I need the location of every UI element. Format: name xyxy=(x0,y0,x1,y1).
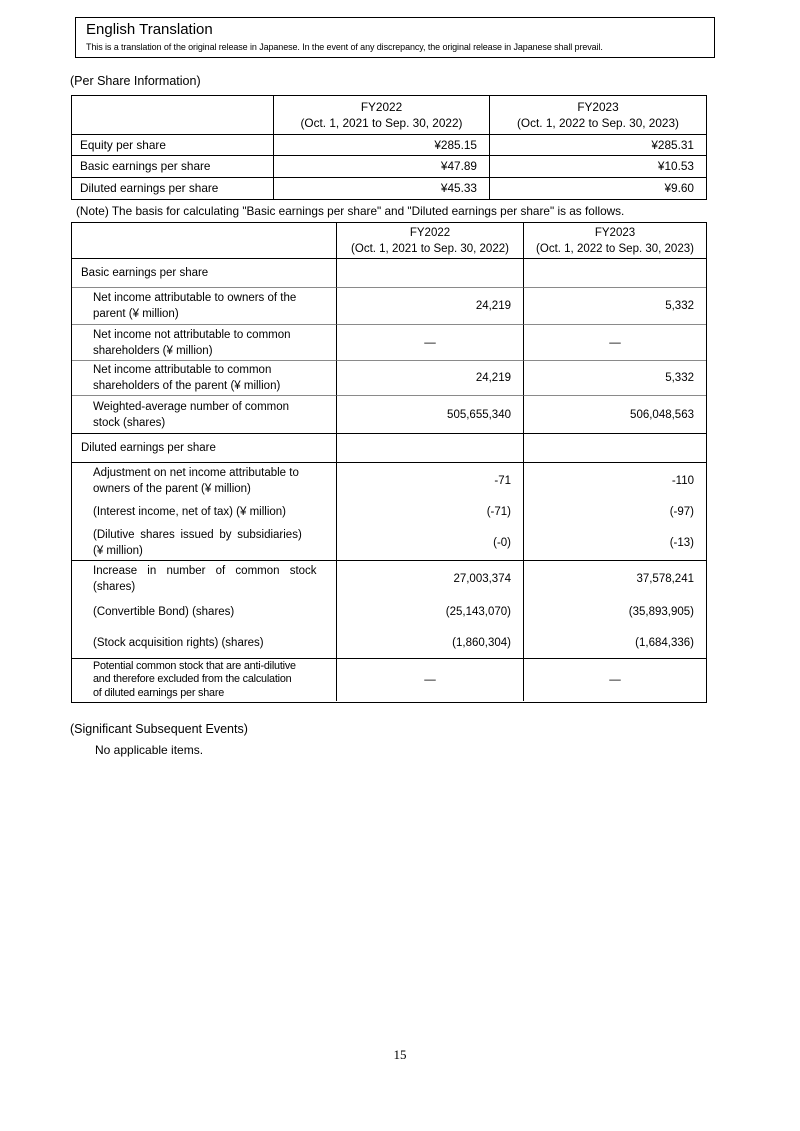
row-value-fy2023: — xyxy=(523,658,706,701)
row-value-fy2023: 506,048,563 xyxy=(523,395,706,433)
fy2022-period: (Oct. 1, 2021 to Sep. 30, 2022) xyxy=(300,116,463,130)
row-value-fy2023: ¥10.53 xyxy=(489,155,706,176)
translation-subtitle: This is a translation of the original release in Japanese. In the event of any discrepancy, the original release in Japanese shall prevail. xyxy=(86,42,603,52)
table-row xyxy=(72,627,706,658)
row-value-fy2023: 37,578,241 xyxy=(523,560,706,596)
row-value-fy2022: -71 xyxy=(336,462,523,498)
calculation-note: (Note) The basis for calculating "Basic earnings per share" and "Diluted earnings per share" is as follows. xyxy=(76,204,625,218)
table-row xyxy=(72,462,706,498)
row-value-fy2022: ¥285.15 xyxy=(273,134,489,155)
table-row xyxy=(72,498,706,525)
fy2023-period: (Oct. 1, 2022 to Sep. 30, 2023) xyxy=(517,116,679,130)
row-label: Net income attributable to common shareholders of the parent (¥ million) xyxy=(72,360,336,395)
row-label: (Interest income, net of tax) (¥ million) xyxy=(93,505,287,518)
fy2023-year: FY2023 xyxy=(594,226,636,239)
fy2022-period: (Oct. 1, 2021 to Sep. 30, 2022) xyxy=(351,242,509,255)
row-value-fy2022: (-71) xyxy=(336,498,523,525)
row-value-fy2022: (-0) xyxy=(336,525,523,560)
translation-title: English Translation xyxy=(86,21,213,38)
row-label: Basic earnings per share xyxy=(72,155,273,176)
row-value-fy2023: ¥285.31 xyxy=(489,134,706,155)
row-value-fy2022: 505,655,340 xyxy=(336,395,523,433)
row-label: Potential common stock that are anti-dilutive and therefore excluded from the calculation of diluted earnings per share xyxy=(72,658,336,701)
row-value-fy2022: 24,219 xyxy=(336,287,523,324)
row-value-fy2022: 27,003,374 xyxy=(336,560,523,596)
row-value-fy2023: (-13) xyxy=(523,525,706,560)
table-row xyxy=(72,525,706,560)
per-share-table xyxy=(71,95,707,200)
row-value-fy2022: (1,860,304) xyxy=(336,627,523,658)
basis-of-calculation-table xyxy=(71,222,707,703)
row-label: Net income not attributable to common shareholders (¥ million) xyxy=(72,324,336,360)
table-row-anti-dilutive xyxy=(72,658,706,701)
row-value-fy2023: (-97) xyxy=(523,498,706,525)
header-empty-cell xyxy=(72,223,336,258)
section-row-basic-eps xyxy=(72,258,706,287)
table-row xyxy=(72,177,706,199)
section-label: Diluted earnings per share xyxy=(72,433,336,462)
row-value-fy2022: ¥45.33 xyxy=(273,177,489,199)
row-value-fy2023: ¥9.60 xyxy=(489,177,706,199)
row-label: Equity per share xyxy=(72,134,273,155)
fy2023-period: (Oct. 1, 2022 to Sep. 30, 2023) xyxy=(536,242,694,255)
row-label: (Dilutive shares issued by subsidiaries) (¥ million) xyxy=(93,528,302,557)
header-fy2023 xyxy=(523,223,706,258)
table-row xyxy=(72,324,706,360)
row-label: Adjustment on net income attributable to owners of the parent (¥ million) xyxy=(72,462,336,498)
translation-notice-box xyxy=(75,17,715,58)
row-value-fy2023: (1,684,336) xyxy=(523,627,706,658)
empty-cell xyxy=(523,433,706,462)
row-label: Weighted-average number of common stock (shares) xyxy=(72,395,336,433)
header-fy2022 xyxy=(273,96,489,134)
empty-cell xyxy=(523,258,706,287)
row-value-fy2023: 5,332 xyxy=(523,360,706,395)
row-label: Increase in number of common stock (shares) xyxy=(72,560,336,596)
table-header-row xyxy=(72,223,706,258)
empty-cell xyxy=(336,258,523,287)
table-header-row xyxy=(72,96,706,134)
row-value-fy2023: — xyxy=(523,324,706,360)
table-row xyxy=(72,155,706,176)
row-value-fy2022: — xyxy=(336,324,523,360)
row-value-fy2022: ¥47.89 xyxy=(273,155,489,176)
table-row xyxy=(72,596,706,627)
table-row xyxy=(72,287,706,324)
fy2023-year: FY2023 xyxy=(577,100,619,114)
empty-cell xyxy=(336,433,523,462)
subsequent-events-title: (Significant Subsequent Events) xyxy=(70,722,248,736)
row-label: Diluted earnings per share xyxy=(72,177,273,199)
section-row-diluted-eps xyxy=(72,433,706,462)
header-fy2022 xyxy=(336,223,523,258)
per-share-section-title: (Per Share Information) xyxy=(70,74,201,88)
row-label: (Stock acquisition rights) (shares) xyxy=(93,636,264,649)
row-label: (Convertible Bond) (shares) xyxy=(93,605,235,618)
row-value-fy2022: — xyxy=(336,658,523,701)
section-label: Basic earnings per share xyxy=(72,258,336,287)
table-row xyxy=(72,134,706,155)
table-row xyxy=(72,560,706,596)
subsequent-events-body: No applicable items. xyxy=(95,743,204,757)
row-value-fy2022: 24,219 xyxy=(336,360,523,395)
header-empty-cell xyxy=(72,96,273,134)
page-number: 15 xyxy=(393,1047,407,1062)
header-fy2023 xyxy=(489,96,706,134)
table-row xyxy=(72,360,706,395)
row-value-fy2023: 5,332 xyxy=(523,287,706,324)
row-value-fy2022: (25,143,070) xyxy=(336,596,523,627)
row-value-fy2023: (35,893,905) xyxy=(523,596,706,627)
fy2022-year: FY2022 xyxy=(360,100,403,114)
fy2022-year: FY2022 xyxy=(409,226,451,239)
row-value-fy2023: -110 xyxy=(523,462,706,498)
row-label: Net income attributable to owners of the parent (¥ million) xyxy=(72,287,336,324)
table-row xyxy=(72,395,706,433)
